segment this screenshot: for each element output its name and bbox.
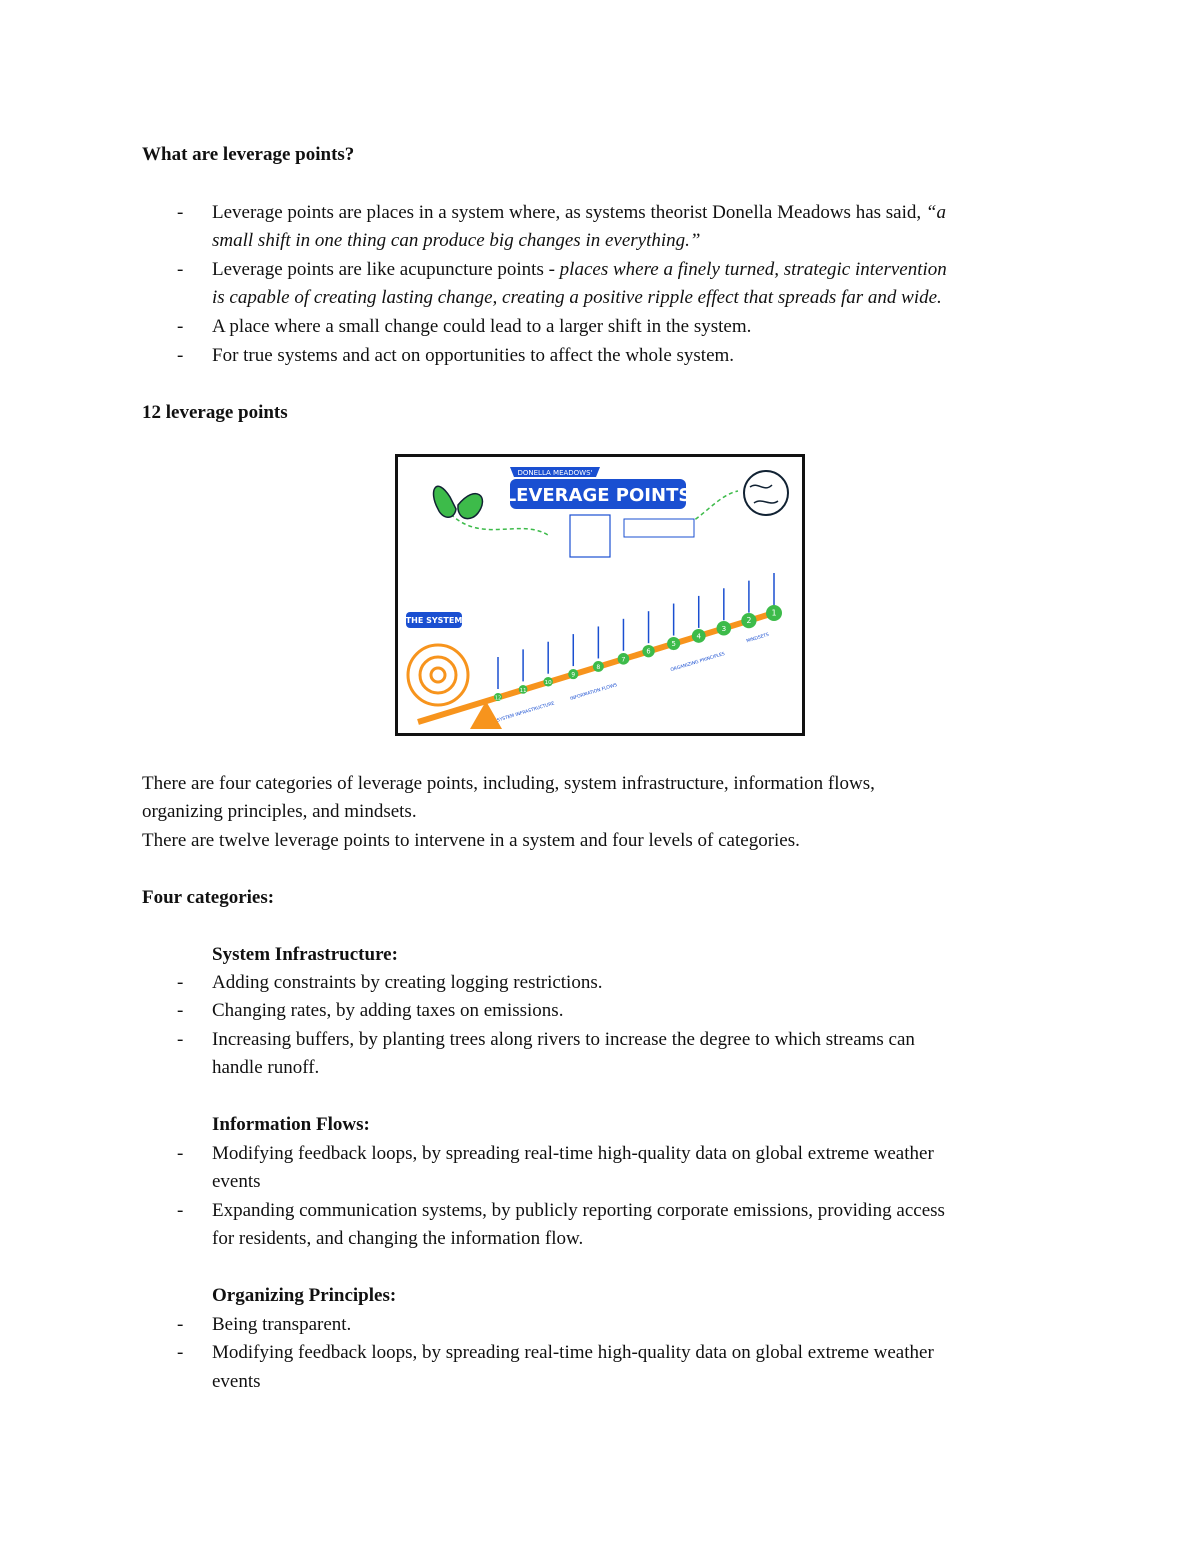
infra-item-1: Adding constraints by creating logging restrictions. [212,972,603,993]
bullet-dash: - [177,1029,184,1050]
category-labels [496,632,770,724]
category-title-organizing-principles: Organizing Principles: [212,1285,397,1306]
bullet-1-line-2 [212,229,700,253]
infra-item-3: Increasing buffers, by planting trees along rivers to increase the degree to which streams can [212,1029,915,1050]
heading-12-leverage-points: 12 leverage points [142,402,288,423]
bullet-dash: - [177,1200,184,1221]
illustration-svg [398,457,802,733]
bullet-dash: - [177,259,184,280]
bullet-2-emphasis-cont: is capable of creating lasting change, creating a positive ripple effect that spreads far and wide. [212,287,942,308]
leverage-point-number: 10 [544,680,552,687]
butterfly-icon [434,486,483,518]
bullet-2-line-1 [212,258,947,282]
category-label: SYSTEM INFRASTRUCTURE [496,701,556,724]
bullet-1-quote: small shift in one thing can produce big changes in everything.” [212,230,701,251]
intro-line-2: organizing principles, and mindsets. [142,801,417,822]
intro-line-3: There are twelve leverage points to intervene in a system and four levels of categories. [142,830,800,851]
org-item-2: Modifying feedback loops, by spreading real-time high-quality data on global extreme weather [212,1342,934,1363]
category-label: MINDSETS [745,632,770,645]
system-icon [408,645,468,705]
infra-item-2: Changing rates, by adding taxes on emissions. [212,1000,564,1021]
bullet-1-text: Leverage points are places in a system where, as systems theorist Donella Meadows has said, [212,202,926,223]
bullet-2-text: Leverage points are like acupuncture points - [212,259,560,280]
leverage-point-number: 5 [671,640,676,649]
infra-item-3-cont: handle runoff. [212,1057,320,1078]
system-label: THE SYSTEM [405,616,463,625]
leverage-point-number: 9 [571,672,576,679]
bullet-3: A place where a small change could lead to a larger shift in the system. [212,316,752,337]
note-card [570,515,610,557]
bullet-dash: - [177,1143,184,1164]
leverage-point-number: 4 [696,631,702,641]
leverage-points-row [494,573,782,702]
note-caption [624,519,694,537]
bullet-dash: - [177,1000,184,1021]
leverage-points-illustration [395,454,805,736]
info-item-2: Expanding communication systems, by publicly reporting corporate emissions, providing access [212,1200,945,1221]
leverage-point-number: 1 [771,608,777,618]
category-title-system-infrastructure: System Infrastructure: [212,944,398,965]
bullet-dash: - [177,1314,184,1335]
bullet-4: For true systems and act on opportunities to affect the whole system. [212,345,735,366]
leverage-point-number: 12 [494,695,502,702]
org-item-1: Being transparent. [212,1314,352,1335]
info-item-2-cont: for residents, and changing the information flow. [212,1228,584,1249]
globe-icon [744,471,788,515]
intro-line-1: There are four categories of leverage points, including, system infrastructure, information flows, [142,773,875,794]
subtitle-text: DONELLA MEADOWS' [517,469,593,477]
leverage-point-number: 6 [646,647,651,656]
category-title-information-flows: Information Flows: [212,1114,370,1135]
bullet-dash: - [177,202,184,223]
org-item-2-cont: events [212,1371,261,1392]
leverage-point-number: 2 [746,616,752,626]
bullet-dash: - [177,345,184,366]
info-item-1: Modifying feedback loops, by spreading real-time high-quality data on global extreme weather [212,1143,934,1164]
leverage-point-number: 7 [621,656,626,664]
category-label: INFORMATION FLOWS [569,683,618,703]
leverage-point-number: 3 [721,623,727,633]
bullet-dash: - [177,316,184,337]
bullet-1-line-1 [212,201,946,225]
bullet-2-emphasis: places where a finely turned, strategic intervention [559,259,947,280]
leverage-point-number: 8 [596,663,601,671]
info-item-1-cont: events [212,1171,261,1192]
category-label: ORGANIZING PRINCIPLES [670,651,726,674]
title-text: LEVERAGE POINTS [504,485,692,506]
bullet-dash: - [177,972,184,993]
bullet-dash: - [177,1342,184,1363]
bullet-2-line-2 [212,286,942,310]
leverage-point-number: 11 [519,687,527,694]
bullet-1-quote-start: “a [925,202,946,223]
heading-four-categories: Four categories: [142,887,275,908]
title-banner [505,467,692,509]
heading-what-are-leverage-points: What are leverage points? [142,144,355,165]
